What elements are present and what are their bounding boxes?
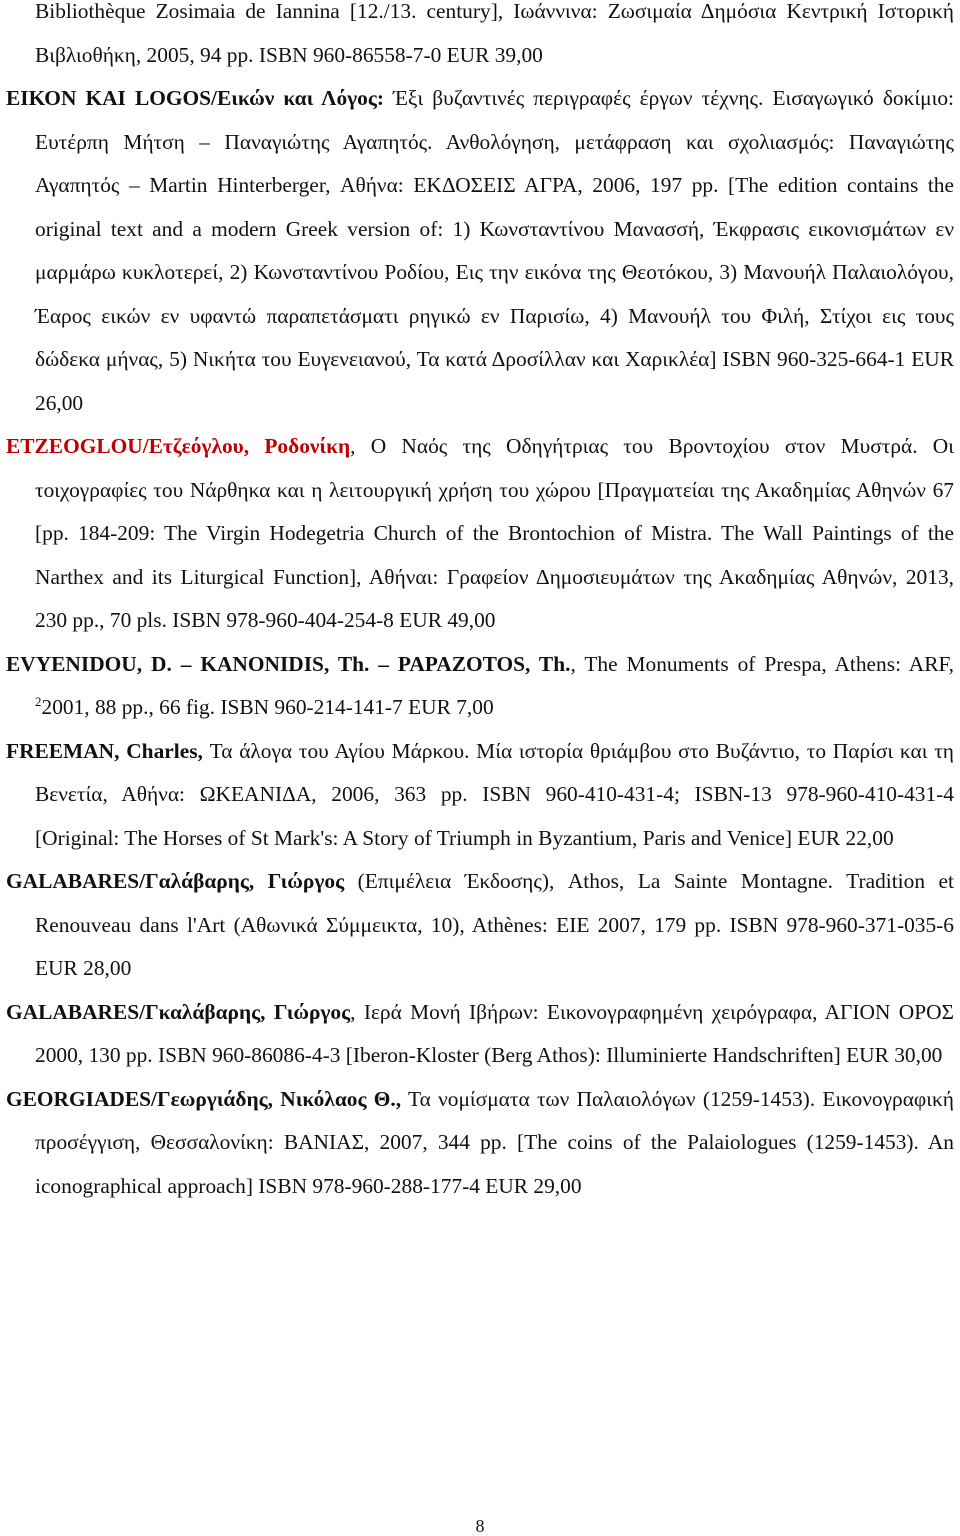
bibliography-entry-galabares-athos bbox=[6, 860, 954, 991]
bibliography-entry-etzeoglou bbox=[6, 425, 954, 643]
page-number: 8 bbox=[475, 1516, 485, 1536]
entry-text: 2001, 88 pp., 66 fig. ISBN 960-214-141-7 EUR 7,00 bbox=[41, 695, 494, 719]
bibliography-entry-freeman bbox=[6, 730, 954, 861]
entry-author: ETZEOGLOU/Ετζεόγλου, Ροδονίκη bbox=[6, 434, 351, 458]
entry-text: Έξι βυζαντινές περιγραφές έργων τέχνης. Εισαγωγικό δοκίμιο: Ευτέρπη Μήτση – Παναγιώτης Αγαπητός. Ανθολόγηση, μετάφραση και σχολιασμός: Παναγιώτης Αγαπητός – Martin Hinterberger, Αθήνα: ΕΚΔΟΣΕΙΣ ΑΓΡΑ, 2006, 197 pp. [The edition contains the original text and a modern Greek version of: 1) Κωνσταντίνου Μανασσή, Έκφρασις εικονισμάτων εν μαρμάρω κυκλοτερεί, 2) Κωνσταντίνου Ροδίου, Εις την εικόνα της Θεοτόκου, 3) Μανουήλ Παλαιολόγου, Έαρος εικών εν υφαντώ παραπετάσματι ρηγικώ εν Παρισίω, 4) Μανουήλ του Φιλή, Στίχοι εις τους δώδεκα μήνας, 5) Νικήτα του Ευγενειανού, Τα κατά Δροσίλλαν και Χαρικλέα] ISBN 960-325-664-1 EUR 26,00 bbox=[35, 86, 954, 415]
entry-text: , The Monuments of Prespa, Athens: ARF, bbox=[570, 651, 954, 676]
entry-author: GALABARES/Γαλάβαρης, Γιώργος bbox=[6, 869, 345, 893]
entry-text: , Ο Ναός της Οδηγήτριας του Βροντοχίου στον Μυστρά. Οι τοιχογραφίες του Νάρθηκα και η λειτουργική χρήση του χώρου [Πραγματείαι της Ακαδημίας Αθηνών 67 [pp. 184-209: The Virgin Hodegetria Church of the Brontochion of Mistra. The Wall Paintings of the Narthex and its Liturgical Function], Αθήναι: Γραφείον Δημοσιευμάτων της Ακαδημίας Αθηνών, 2013, 230 pp., 70 pls. ISBN 978-960-404-254-8 EUR 49,00 bbox=[35, 434, 955, 632]
entry-text: Τα νομίσματα των Παλαιολόγων (1259-1453). Εικονογραφική προσέγγιση, Θεσσαλονίκη: ΒΑΝΙΑΣ, 2007, 344 pp. [The coins of the Palaiologues (1259-1453). An iconographical approach] ISBN 978-960-288-177-4 EUR 29,00 bbox=[35, 1086, 954, 1198]
entry-author: EVYENIDOU, D. – KANONIDIS, Th. – PAPAZOTOS, Th. bbox=[6, 651, 571, 676]
bibliography-entry-galabares-iviron bbox=[6, 991, 954, 1078]
entry-text: , Ιερά Μονή Ιβήρων: Εικονογραφημένη χειρόγραφα, ΑΓΙΟΝ ΟΡΟΣ 2000, 130 pp. ISBN 960-86086-4-3 [Iberon-Kloster (Berg Athos): Illuminierte Handschriften] EUR 30,00 bbox=[35, 999, 955, 1067]
entry-author: GEORGIADES/Γεωργιάδης, Νικόλαος Θ., bbox=[6, 1086, 402, 1111]
entry-text: Τα άλογα του Αγίου Μάρκου. Μία ιστορία θριάμβου στο Βυζάντιο, το Παρίσι και τη Βενετία, Αθήνα: ΩΚΕΑΝΙΔΑ, 2006, 363 pp. ISBN 960-410-431-4; ISBN-13 978-960-410-431-4 [Original: The Horses of St Mark's: A Story of Triumph in Byzantium, Paris and Venice] EUR 22,00 bbox=[35, 738, 954, 850]
entry-text: (Επιμέλεια Έκδοσης), Athos, La Sainte Montagne. Tradition et Renouveau dans l'Art (Αθωνικά Σύμμεικτα, 10), Athènes: EIE 2007, 179 pp. ISBN 978-960-371-035-6 EUR 28,00 bbox=[35, 869, 954, 980]
bibliography-list bbox=[6, 0, 954, 1208]
bibliography-entry-zosimaia bbox=[6, 0, 954, 77]
bibliography-entry-evyenidou bbox=[6, 643, 954, 730]
bibliography-entry-georgiades bbox=[6, 1078, 954, 1209]
entry-author: GALABARES/Γκαλάβαρης, Γιώργος bbox=[6, 999, 351, 1024]
bibliography-entry-eikon-logos bbox=[6, 77, 954, 425]
entry-author: ΕΙΚΟΝ ΚΑΙ LOGOS/Εικών και Λόγος: bbox=[6, 86, 384, 110]
edition-superscript: 2 bbox=[35, 693, 42, 709]
entry-author: FREEMAN, Charles, bbox=[6, 738, 203, 763]
entry-text: Bibliothèque Zosimaia de Iannina [12./13. century], Ιωάννινα: Ζωσιμαία Δημόσια Κεντρική Ιστορική Βιβλιοθήκη, 2005, 94 pp. ISBN 960-86558-7-0 EUR 39,00 bbox=[35, 0, 954, 67]
